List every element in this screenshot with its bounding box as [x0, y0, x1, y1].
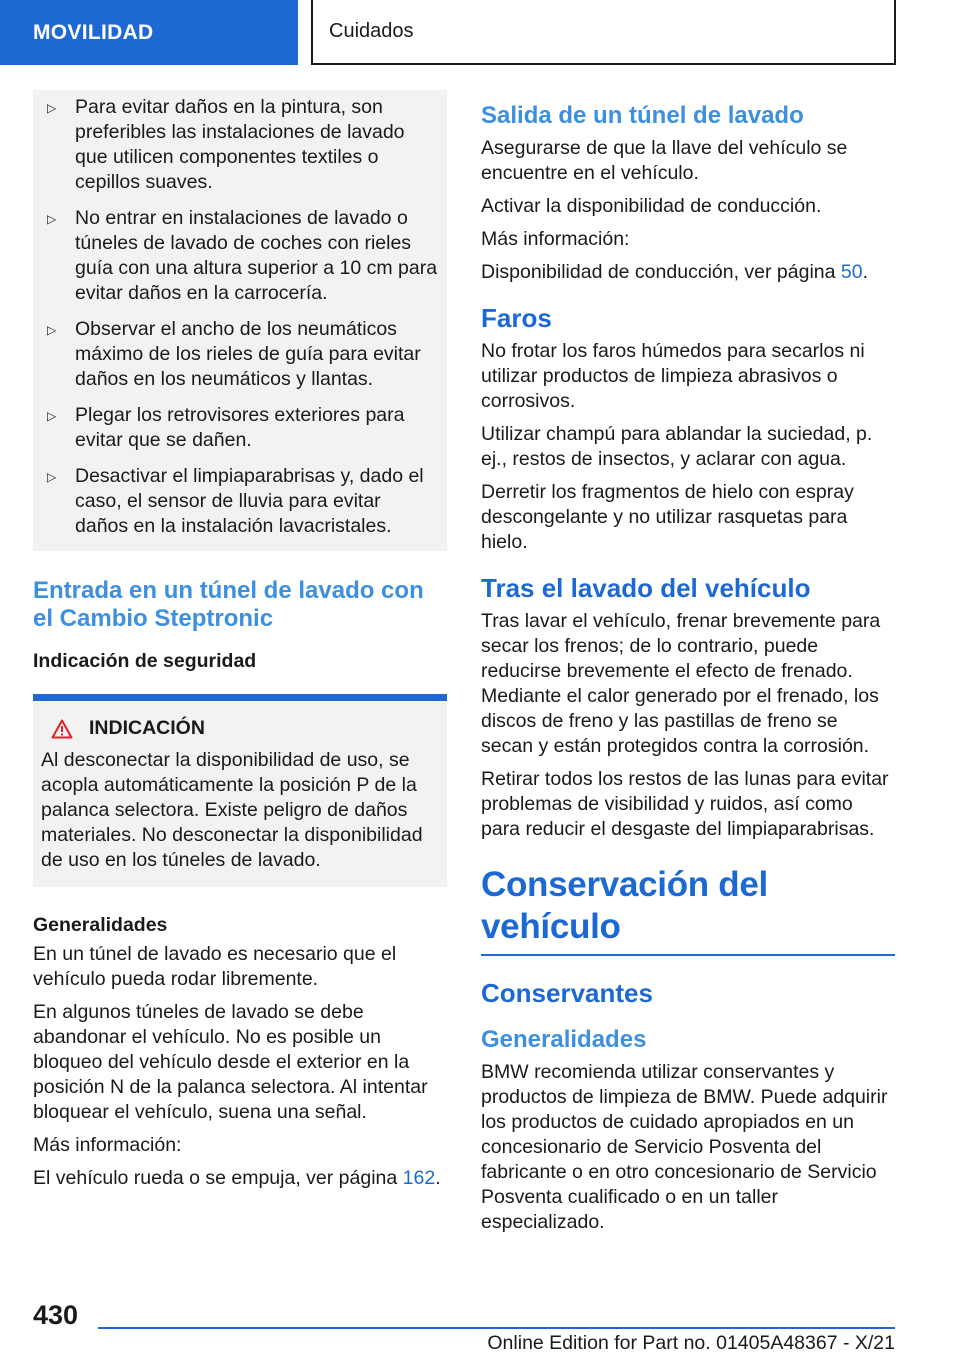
list-item: ▷ Para evitar daños en la pintura, son preferibles las instalaciones de lavado que utilicen componentes textiles o cepillos suaves.: [41, 95, 439, 195]
paragraph-with-link: Disponibilidad de conducción, ver página 50.: [481, 261, 869, 283]
chapter-label: Cuidados: [329, 20, 414, 42]
section-title-faros: Faros: [481, 303, 552, 333]
list-item: ▷ Plegar los retrovisores exteriores para evitar que se dañen.: [41, 403, 439, 453]
right-column: [481, 102, 895, 1243]
section-title-conservantes: Conservantes: [481, 978, 653, 1008]
triangle-right-outline-icon: ▷: [47, 212, 57, 226]
paragraph-with-link: El vehículo rueda o se empuja, ver página 162.: [33, 1167, 441, 1189]
general-heading: Generalidades: [33, 914, 168, 936]
paragraph: Tras lavar el vehículo, frenar brevemente para secar los frenos; de lo contrario, puede reducirse brevemente el efecto de frenado. Mediante el calor generado por el frenado, los discos de freno y las pastillas de freno se secan y están protegidos contra la corrosión.: [481, 610, 881, 757]
left-column: [33, 90, 447, 1199]
title-rule: [481, 954, 895, 956]
section-title-after-wash: Tras el lavado del vehículo: [481, 573, 811, 603]
footer-edition: Online Edition for Part no. 01405A48367 - X/21: [487, 1332, 895, 1354]
safety-heading: Indicación de seguridad: [33, 650, 257, 672]
chapter-tab: [311, 0, 896, 65]
subsection-title-generalidades: Generalidades: [481, 1026, 647, 1053]
chapter-title-conservation: Conservación del vehículo: [481, 865, 768, 946]
section-title-steptronic: Entrada en un túnel de lavado con el Cambio Steptronic: [33, 577, 424, 632]
page-link-162[interactable]: 162: [402, 1167, 436, 1189]
footer-rule: [98, 1327, 895, 1329]
warning-title: INDICACIÓN: [41, 717, 439, 740]
warning-text: Al desconectar la disponibilidad de uso, se acopla automáticamente la posición P de la palanca selectora. Existe peligro de daños materiales. No desconectar la disponibilidad de uso en los túneles de lavado.: [41, 749, 423, 871]
paragraph: No frotar los faros húmedos para secarlos ni utilizar productos de limpieza abrasivos o corrosivos.: [481, 340, 865, 412]
list-item: ▷ No entrar en instalaciones de lavado o túneles de lavado de coches con rieles guía con una altura superior a 10 cm para evitar daños en la carrocería.: [41, 206, 439, 306]
section-label: MOVILIDAD: [33, 20, 154, 44]
list-item: ▷ Desactivar el limpiaparabrisas y, dado el caso, el sensor de lluvia para evitar daños en la instalación lavacristales.: [41, 464, 439, 539]
paragraph: Retirar todos los restos de las lunas para evitar problemas de visibilidad y ruidos, así como para reducir el desgaste del limpiaparabrisas.: [481, 768, 889, 840]
paragraph: Derretir los fragmentos de hielo con espray descongelante y no utilizar rasquetas para hielo.: [481, 481, 854, 553]
paragraph: En un túnel de lavado es necesario que el vehículo pueda rodar libremente.: [33, 943, 397, 990]
paragraph: BMW recomienda utilizar conservantes y productos de limpieza de BMW. Puede adquirir los productos de cuidado apropiados en un concesionario de Servicio Posventa del fabricante o en otro concesionario de Servicio Posventa cualificado o en un taller especializado.: [481, 1061, 888, 1233]
page-link-50[interactable]: 50: [840, 261, 863, 283]
paragraph: Activar la disponibilidad de conducción.: [481, 195, 822, 217]
page-number: 430: [33, 1300, 79, 1330]
warning-triangle-icon: [51, 719, 73, 739]
triangle-right-outline-icon: ▷: [47, 409, 57, 423]
wash-tips-panel: [33, 90, 447, 551]
triangle-right-outline-icon: ▷: [47, 470, 57, 484]
warning-box: [33, 694, 447, 887]
section-tab[interactable]: [0, 0, 298, 65]
paragraph: En algunos túneles de lavado se debe abandonar el vehículo. No es posible un bloqueo del vehículo desde el exterior en la posición N de la palanca selectora. Al intentar bloquear el vehículo, suena una señal.: [33, 1001, 428, 1123]
paragraph: Más información:: [481, 228, 630, 250]
triangle-right-outline-icon: ▷: [47, 101, 57, 115]
section-title-exit: Salida de un túnel de lavado: [481, 102, 804, 129]
paragraph: Utilizar champú para ablandar la suciedad, p. ej., restos de insectos, y aclarar con agua.: [481, 423, 873, 470]
triangle-right-outline-icon: ▷: [47, 323, 57, 337]
paragraph: Más información:: [33, 1134, 182, 1156]
paragraph: Asegurarse de que la llave del vehículo se encuentre en el vehículo.: [481, 137, 848, 184]
list-item: ▷ Observar el ancho de los neumáticos máximo de los rieles de guía para evitar daños en los neumáticos y llantas.: [41, 317, 439, 392]
